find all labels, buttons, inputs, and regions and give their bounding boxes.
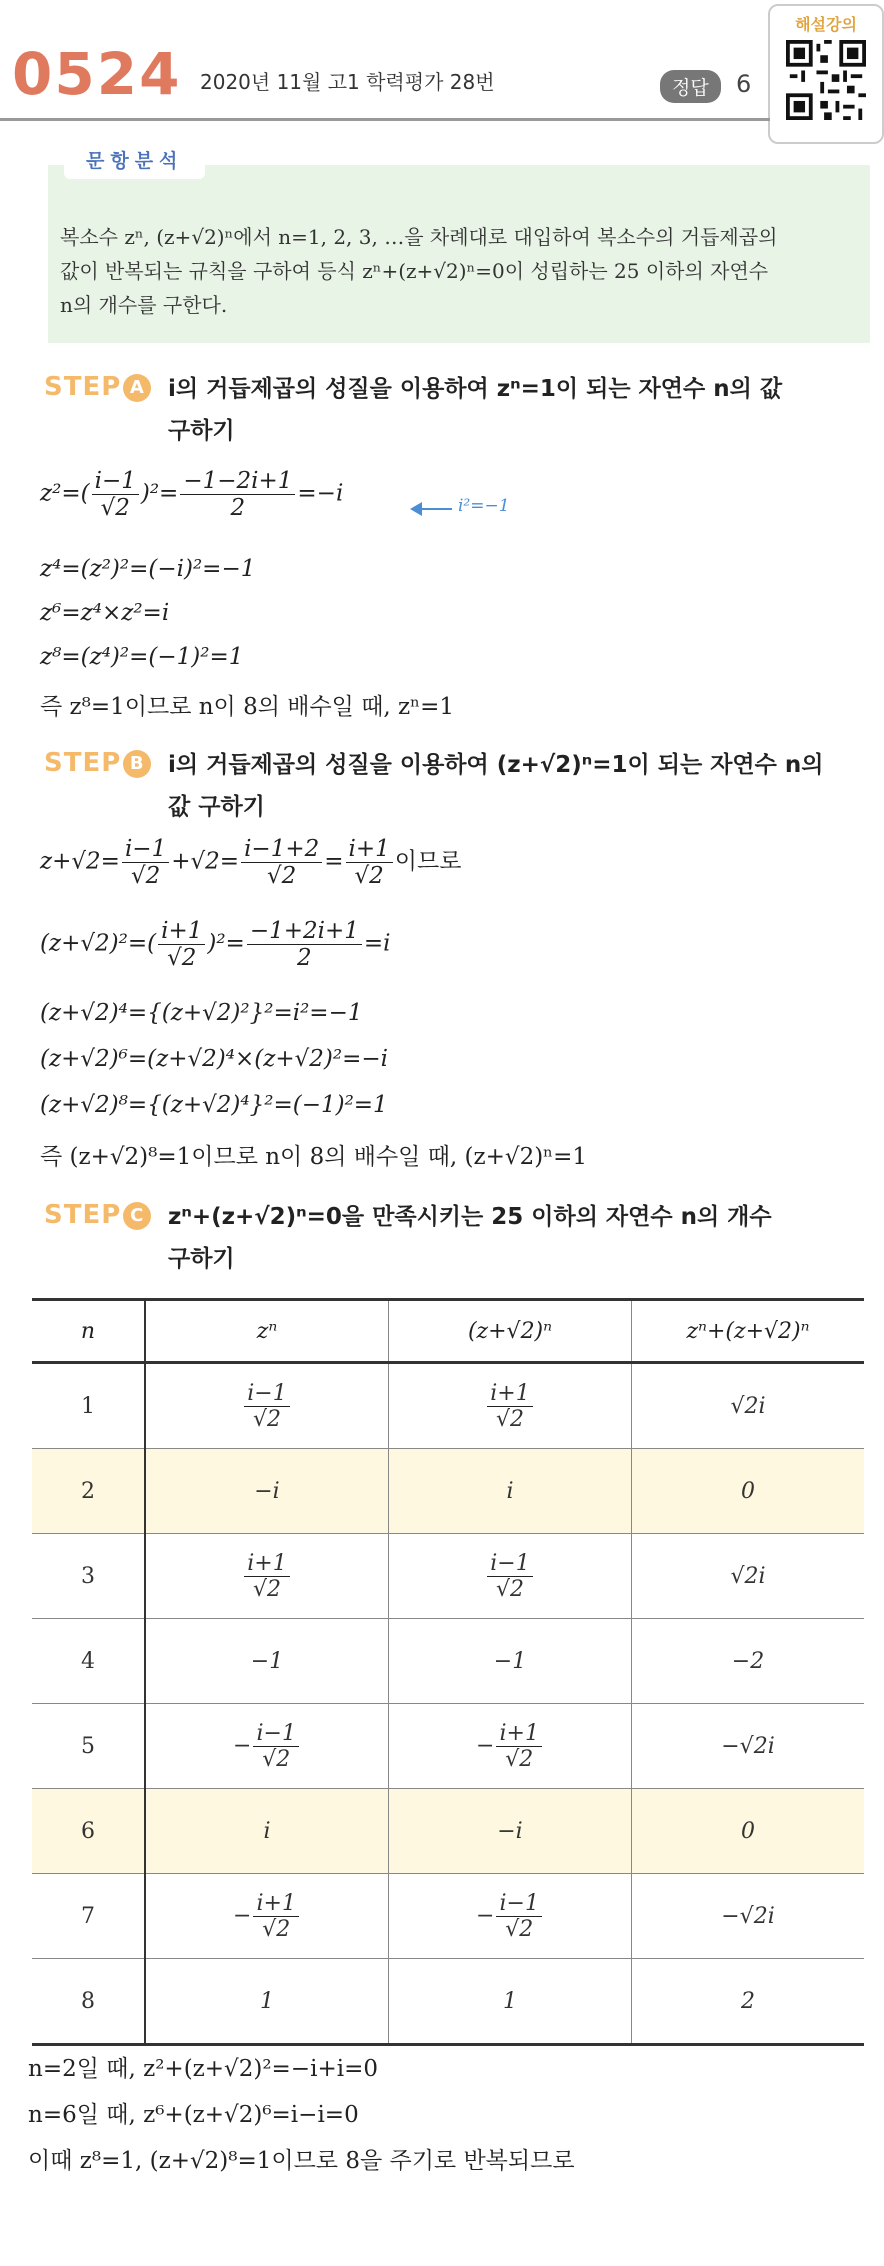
answer-badge: 정답 (660, 70, 721, 103)
cell-fraction: $\frac{i-1}{√2}$ (487, 1551, 532, 1602)
cell-value: −1 (493, 1648, 527, 1674)
table-body (32, 1363, 864, 2045)
cell-zn (145, 1789, 389, 1874)
step-a-letter: A (123, 374, 151, 402)
table-row (32, 1619, 864, 1704)
cell-zsqrt2n (389, 1874, 632, 1959)
header-n: n (32, 1300, 145, 1363)
cell-fraction: $\frac{i+1}{√2}$ (253, 1891, 298, 1942)
step-b-eq3: (z+√2)⁴={(z+√2)²}²=i²=−1 (40, 1000, 363, 1026)
cell-sign: − (233, 1733, 252, 1758)
table-row (32, 1534, 864, 1619)
cell-fraction: $\frac{i-1}{√2}$ (253, 1721, 298, 1772)
qr-code-icon (786, 40, 866, 120)
cell-sum: √2i (632, 1363, 865, 1449)
step-b-eq4: (z+√2)⁶=(z+√2)⁴×(z+√2)²=−i (40, 1046, 388, 1072)
cell-sign: − (476, 1733, 495, 1758)
cell-sum: −√2i (632, 1874, 865, 1959)
cell-zn (145, 1959, 389, 2045)
cell-fraction: $\frac{i-1}{√2}$ (496, 1891, 541, 1942)
step-a-eq1: z²=( $\frac{i-1}{√2}$ )²= $\frac{-1-2i+1}{2}$ =−i (40, 468, 344, 521)
analysis-line: 복소수 zⁿ, (z+√2)ⁿ에서 n=1, 2, 3, …을 차례대로 대입하여 복소수의 거듭제곱의 (60, 225, 778, 249)
cell-value: −i (254, 1478, 280, 1504)
cell-fraction: $\frac{i-1}{√2}$ (244, 1381, 289, 1432)
problem-source: 2020년 11월 고1 학력평가 28번 (200, 70, 495, 94)
table-row (32, 1363, 864, 1449)
table-row (32, 1449, 864, 1534)
answer-value: 6 (736, 70, 752, 98)
step-a-conclusion: 즉 z⁸=1이므로 n이 8의 배수일 때, zⁿ=1 (40, 694, 455, 720)
header (0, 0, 884, 120)
step-a-eq4: z⁸=(z⁴)²=(−1)²=1 (40, 644, 244, 670)
cell-zn (145, 1363, 389, 1449)
cell-sign: − (233, 1903, 252, 1928)
cell-sum: √2i (632, 1534, 865, 1619)
problem-number: 0524 (12, 40, 182, 108)
cell-zsqrt2n (389, 1704, 632, 1789)
table-row (32, 1959, 864, 2045)
cell-zn (145, 1619, 389, 1704)
qr-label: 해설강의 (795, 15, 857, 34)
cell-value: −1 (250, 1648, 284, 1674)
cell-zn (145, 1534, 389, 1619)
analysis-title: 문항분석 (64, 140, 205, 179)
cell-n: 8 (32, 1959, 145, 2045)
cell-zsqrt2n (389, 1959, 632, 2045)
powers-table (32, 1298, 864, 2046)
analysis-text (60, 220, 860, 322)
cell-n: 7 (32, 1874, 145, 1959)
arrow-icon (412, 508, 452, 510)
cell-n: 3 (32, 1534, 145, 1619)
cell-zn (145, 1704, 389, 1789)
table-row (32, 1704, 864, 1789)
cell-zsqrt2n (389, 1789, 632, 1874)
cell-zsqrt2n (389, 1449, 632, 1534)
step-b-eq2: (z+√2)²=( $\frac{i+1}{√2}$ )²= $\frac{-1+2i+1}{2}$ =i (40, 918, 391, 971)
cell-value: i (506, 1478, 514, 1504)
step-a-label: STEP A (44, 372, 151, 402)
cell-zn (145, 1449, 389, 1534)
cell-zsqrt2n (389, 1619, 632, 1704)
step-a-eq2: z⁴=(z²)²=(−i)²=−1 (40, 556, 256, 582)
header-divider (0, 118, 770, 121)
cell-zsqrt2n (389, 1534, 632, 1619)
cell-sum: 2 (632, 1959, 865, 2045)
step-b-letter: B (123, 750, 151, 778)
cell-n: 6 (32, 1789, 145, 1874)
footer-line-1: n=2일 때, z²+(z+√2)²=−i+i=0 (28, 2056, 378, 2082)
cell-sign: − (476, 1903, 495, 1928)
cell-sum: 0 (632, 1449, 865, 1534)
cell-value: 1 (260, 1988, 274, 2014)
cell-value: 1 (503, 1988, 517, 2014)
table-header-row (32, 1300, 864, 1363)
cell-zsqrt2n (389, 1363, 632, 1449)
step-b-conclusion: 즉 (z+√2)⁸=1이므로 n이 8의 배수일 때, (z+√2)ⁿ=1 (40, 1144, 588, 1170)
qr-lecture-link[interactable] (768, 4, 884, 144)
cell-n: 4 (32, 1619, 145, 1704)
step-b-title: i의 거듭제곱의 성질을 이용하여 (z+√2)ⁿ=1이 되는 자연수 n의 값 구하기 (168, 752, 824, 820)
step-b-label: STEP B (44, 748, 151, 778)
step-a-note: i²=−1 (458, 496, 510, 516)
cell-fraction: $\frac{i+1}{√2}$ (487, 1381, 532, 1432)
step-a-eq3: z⁶=z⁴×z²=i (40, 600, 170, 626)
cell-fraction: $\frac{i+1}{√2}$ (244, 1551, 289, 1602)
header-zsqrt2n: (z+√2)ⁿ (389, 1300, 632, 1363)
step-c-letter: C (123, 1202, 151, 1230)
cell-sum: −√2i (632, 1704, 865, 1789)
cell-n: 5 (32, 1704, 145, 1789)
step-c-label: STEP C (44, 1200, 151, 1230)
step-b-eq1: z+√2= $\frac{i-1}{√2}$ +√2= $\frac{i-1+2}{√2}$ = $\frac{i+1}{√2}$ 이므로 (40, 836, 462, 889)
cell-sum: −2 (632, 1619, 865, 1704)
footer-line-2: n=6일 때, z⁶+(z+√2)⁶=i−i=0 (28, 2102, 359, 2128)
table-row (32, 1874, 864, 1959)
cell-n: 2 (32, 1449, 145, 1534)
cell-fraction: $\frac{i+1}{√2}$ (496, 1721, 541, 1772)
cell-zn (145, 1874, 389, 1959)
header-zn: zⁿ (145, 1300, 389, 1363)
table-row (32, 1789, 864, 1874)
footer-line-3: 이때 z⁸=1, (z+√2)⁸=1이므로 8을 주기로 반복되므로 (28, 2148, 575, 2174)
analysis-line: 값이 반복되는 규칙을 구하여 등식 zⁿ+(z+√2)ⁿ=0이 성립하는 25 이하의 자연수 (60, 259, 769, 283)
header-sum: zⁿ+(z+√2)ⁿ (632, 1300, 865, 1363)
analysis-line: n의 개수를 구한다. (60, 293, 228, 317)
cell-value: −i (497, 1818, 523, 1844)
step-a-title: i의 거듭제곱의 성질을 이용하여 zⁿ=1이 되는 자연수 n의 값 구하기 (168, 376, 783, 444)
step-c-title: zⁿ+(z+√2)ⁿ=0을 만족시키는 25 이하의 자연수 n의 개수 구하기 (168, 1204, 772, 1272)
cell-sum: 0 (632, 1789, 865, 1874)
cell-n: 1 (32, 1363, 145, 1449)
step-b-eq5: (z+√2)⁸={(z+√2)⁴}²=(−1)²=1 (40, 1092, 388, 1118)
cell-value: i (263, 1818, 271, 1844)
